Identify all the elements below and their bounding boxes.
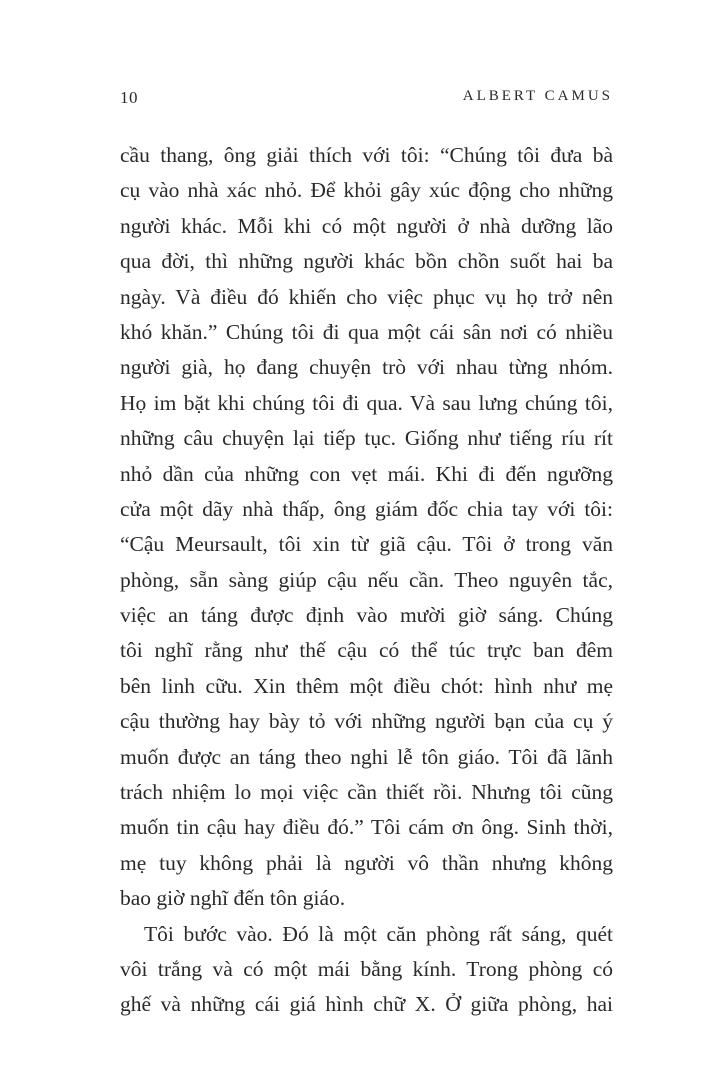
text-line: muốn được an táng theo nghi lễ tôn giáo. Tôi đã lãnh bbox=[120, 744, 613, 769]
text-line: tôi nghĩ rằng như thế cậu có thể túc trực ban đêm bbox=[120, 638, 613, 663]
text-line: trách nhiệm lo mọi việc cần thiết rồi. Nhưng tôi cũng bbox=[120, 780, 613, 805]
text-line: Họ im bặt khi chúng tôi đi qua. Và sau lưng chúng tôi, bbox=[120, 390, 613, 415]
text-line: cụ vào nhà xác nhỏ. Để khỏi gây xúc động cho những bbox=[120, 178, 613, 203]
text-line: vôi trắng và có một mái bằng kính. Trong phòng có bbox=[120, 956, 613, 981]
text-line: ghế và những cái giá hình chữ X. Ở giữa phòng, hai bbox=[120, 992, 613, 1017]
text-line: việc an táng được định vào mười giờ sáng. Chúng bbox=[120, 603, 613, 628]
text-line: phòng, sẵn sàng giúp cậu nếu cần. Theo nguyên tắc, bbox=[120, 567, 613, 592]
text-line: muốn tin cậu hay điều đó.” Tôi cám ơn ông. Sinh thời, bbox=[120, 815, 613, 840]
text-line: bên linh cữu. Xin thêm một điều chót: hình như mẹ bbox=[120, 673, 613, 698]
text-line: cửa một dãy nhà thấp, ông giám đốc chia tay với tôi: bbox=[120, 496, 613, 521]
text-line: “Cậu Meursault, tôi xin từ giã cậu. Tôi ở trong văn bbox=[120, 532, 613, 557]
paragraph-start-line: Tôi bước vào. Đó là một căn phòng rất sáng, quét bbox=[144, 921, 613, 946]
running-head bbox=[120, 88, 613, 112]
text-line: mẹ tuy không phải là người vô thần nhưng không bbox=[120, 850, 613, 875]
text-line: cầu thang, ông giải thích với tôi: “Chúng tôi đưa bà bbox=[120, 143, 613, 167]
text-line: ngày. Và điều đó khiến cho việc phục vụ họ trở nên bbox=[120, 284, 613, 309]
text-line: cậu thường hay bày tỏ với những người bạn của cụ ý bbox=[120, 709, 613, 734]
author-name: ALBERT CAMUS bbox=[462, 88, 613, 104]
text-line: người già, họ đang chuyện trò với nhau từng nhóm. bbox=[120, 355, 613, 380]
text-line: nhỏ dần của những con vẹt mái. Khi đi đến ngưỡng bbox=[120, 461, 613, 486]
paragraph-end-line: bao giờ nghĩ đến tôn giáo. bbox=[120, 886, 346, 911]
text-line: những câu chuyện lại tiếp tục. Giống như tiếng ríu rít bbox=[120, 426, 613, 451]
text-line: khó khăn.” Chúng tôi đi qua một cái sân nơi có nhiều bbox=[120, 319, 613, 344]
page-number: 10 bbox=[120, 88, 138, 107]
text-line: người khác. Mỗi khi có một người ở nhà dưỡng lão bbox=[120, 213, 613, 238]
body-text bbox=[120, 138, 613, 1023]
text-line: qua đời, thì những người khác bồn chồn suốt hai ba bbox=[120, 249, 613, 274]
